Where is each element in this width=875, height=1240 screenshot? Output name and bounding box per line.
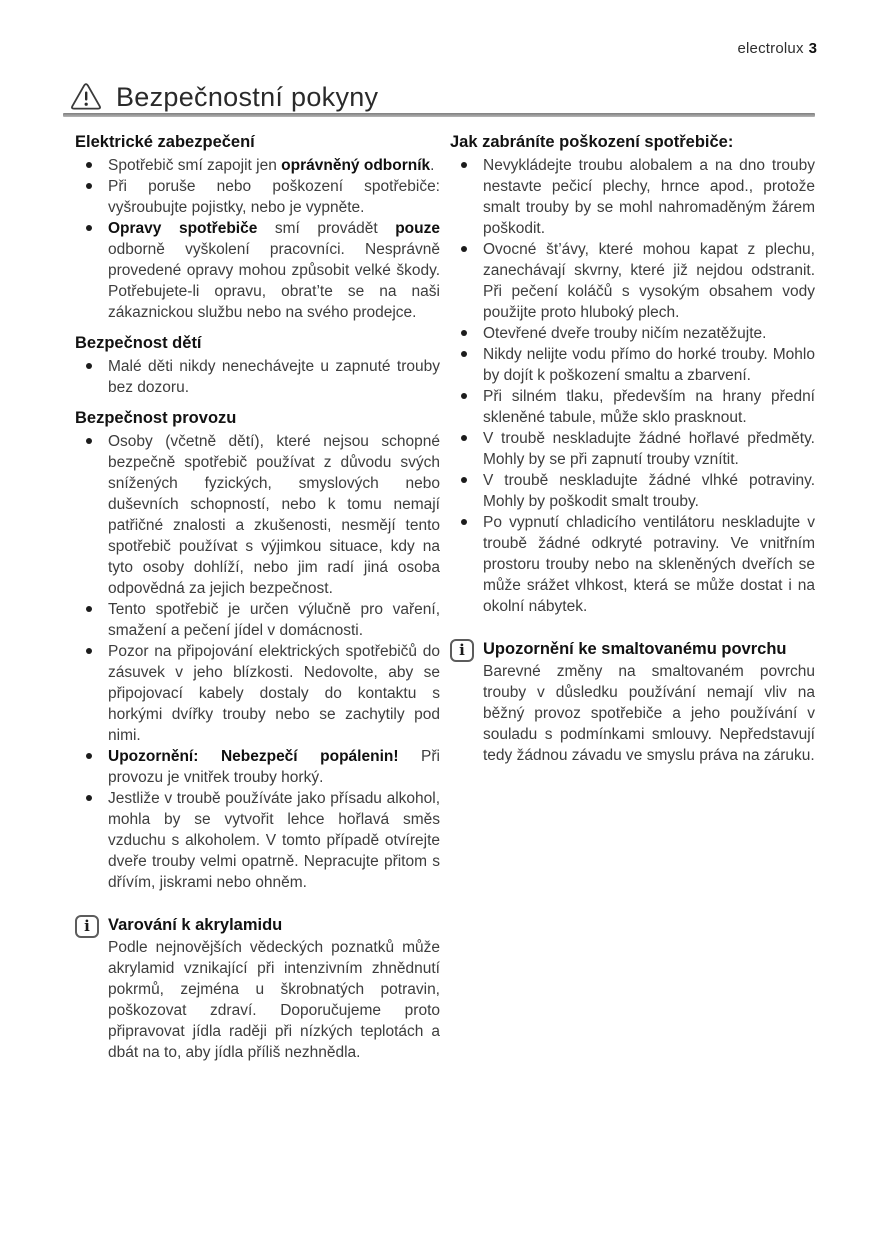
bullet-item xyxy=(75,431,440,599)
bullet-text xyxy=(483,155,815,239)
text-segment: Při provozu je vnitřek trouby horký. xyxy=(108,748,440,786)
bullet-dot xyxy=(461,477,467,483)
bullet-item xyxy=(450,470,815,512)
bullet-text xyxy=(108,356,440,398)
info-icon-gutter xyxy=(75,914,108,1063)
bullet-text xyxy=(483,239,815,323)
bullet-gutter xyxy=(75,599,108,641)
text-segment: V troubě neskladujte žádné vlhké potraviny. Mohly by poškodit smalt trouby. xyxy=(483,472,815,510)
info-content xyxy=(483,638,815,766)
bullet-item xyxy=(75,788,440,893)
bullet-item xyxy=(75,176,440,218)
section xyxy=(450,131,815,617)
bullet-dot xyxy=(86,438,92,444)
bullet-dot xyxy=(86,363,92,369)
text-segment: V troubě neskladujte žádné hořlavé předměty. Mohly by se při zapnutí trouby vznítit. xyxy=(483,430,815,468)
bullet-gutter xyxy=(75,641,108,746)
info-note xyxy=(450,638,815,766)
info-heading: Upozornění ke smaltovanému povrchu xyxy=(483,640,787,658)
bullet-dot xyxy=(86,225,92,231)
section-heading: Elektrické zabezpečení xyxy=(75,133,255,151)
bullet-text xyxy=(483,512,815,617)
bullet-text xyxy=(108,155,440,176)
bullet-text xyxy=(483,386,815,428)
bullet-gutter xyxy=(75,431,108,599)
bullet-text xyxy=(483,428,815,470)
bullet-dot xyxy=(86,162,92,168)
bullet-dot xyxy=(461,162,467,168)
bullet-gutter xyxy=(450,155,483,239)
bold-text-segment: oprávněný odborník xyxy=(281,157,431,174)
document-title-row xyxy=(70,82,815,113)
section-heading: Jak zabráníte poškození spotřebiče: xyxy=(450,133,734,151)
bold-text-segment: Upozornění: Nebezpečí popálenin! xyxy=(108,748,399,765)
text-segment: Pozor na připojování elektrických spotřebičů do zásuvek v jeho blízkosti. Nedovolte, aby se připojovací kabely dostaly do kontaktu s horkými dvířky trouby nebo se zachytily pod nimi. xyxy=(108,643,440,744)
bullet-text xyxy=(483,344,815,386)
content-columns xyxy=(75,131,815,1063)
text-segment: Spotřebič smí zapojit jen xyxy=(108,157,282,174)
bullet-text xyxy=(108,176,440,218)
text-segment: Otevřené dveře trouby ničím nezatěžujte. xyxy=(483,325,767,342)
text-segment: Nikdy nelijte vodu přímo do horké trouby. Mohlo by dojít k poškození smaltu a zbarvení. xyxy=(483,346,815,384)
title-divider-rule xyxy=(63,113,815,117)
bullet-item xyxy=(75,218,440,323)
bullet-text xyxy=(108,788,440,893)
bullet-dot xyxy=(461,393,467,399)
page-header xyxy=(737,40,817,57)
bullet-text xyxy=(108,746,440,788)
left-column xyxy=(75,131,440,1063)
bullet-dot xyxy=(86,795,92,801)
bullet-dot xyxy=(461,351,467,357)
bullet-item xyxy=(450,239,815,323)
text-segment: Po vypnutí chladicího ventilátoru neskladujte v troubě žádné odkryté potraviny. Ve vnitřním prostoru trouby nebo na skleněných dveřích se může srážet vlhkost, která se může dostat i na okolní nábytek. xyxy=(483,514,815,615)
info-body-text: Barevné změny na smaltovaném povrchu trouby v důsledku používání nemají vliv na běžný provoz spotřebiče a jeho používání v souladu s podmínkami smlouvy. Nepředstavují tedy žádnou závadu ve smyslu práva na záruku. xyxy=(483,663,815,764)
bullet-gutter xyxy=(450,239,483,323)
section xyxy=(75,407,440,893)
bullet-gutter xyxy=(450,323,483,344)
bullet-text xyxy=(108,599,440,641)
bullet-gutter xyxy=(75,218,108,323)
bullet-item xyxy=(75,599,440,641)
bullet-text xyxy=(108,641,440,746)
bullet-gutter xyxy=(450,386,483,428)
bullet-item xyxy=(450,428,815,470)
section-heading: Bezpečnost dětí xyxy=(75,334,202,352)
bullet-dot xyxy=(461,330,467,336)
bullet-dot xyxy=(86,648,92,654)
bullet-item xyxy=(450,344,815,386)
bold-text-segment: Opravy spotřebiče xyxy=(108,220,258,237)
bullet-text xyxy=(108,218,440,323)
bullet-text xyxy=(483,470,815,512)
warning-triangle-icon xyxy=(70,83,102,112)
text-segment: Jestliže v troubě používáte jako přísadu alkohol, mohla by se vytvořit lehce hořlavá směs vzduchu s alkoholem. V tomto případě otvírejte dveře trouby velmi opatrně. Nepracujte přitom s dřívím, jiskrami nebo ohněm. xyxy=(108,790,440,891)
bullet-dot xyxy=(86,753,92,759)
bullet-gutter xyxy=(450,470,483,512)
text-segment: Ovocné št’ávy, které mohou kapat z plechu, zanechávají skvrny, které již nejdou odstranit. Při pečení koláčů s vysokým obsahem vody použijte proto hluboký plech. xyxy=(483,241,815,321)
bullet-item xyxy=(450,155,815,239)
text-segment: Tento spotřebič je určen výlučně pro vaření, smažení a pečení jídel v domácnosti. xyxy=(108,601,440,639)
bullet-gutter xyxy=(450,512,483,617)
bullet-item xyxy=(75,641,440,746)
page-number: 3 xyxy=(808,40,817,57)
text-segment: Malé děti nikdy nenechávejte u zapnuté trouby bez dozoru. xyxy=(108,358,440,396)
bullet-item xyxy=(75,356,440,398)
brand-logo-text: electrolux xyxy=(737,40,804,57)
text-segment: Při poruše nebo poškození spotřebiče: vyšroubujte pojistky, nebo je vypněte. xyxy=(108,178,440,216)
info-content xyxy=(108,914,440,1063)
bullet-text xyxy=(108,431,440,599)
bullet-dot xyxy=(86,606,92,612)
bullet-gutter xyxy=(450,344,483,386)
bullet-gutter xyxy=(450,428,483,470)
bullet-item xyxy=(75,155,440,176)
bullet-gutter xyxy=(75,155,108,176)
info-note xyxy=(75,914,440,1063)
text-segment: . xyxy=(430,157,435,174)
info-icon: i xyxy=(75,915,99,938)
bullet-gutter xyxy=(75,356,108,398)
bullet-gutter xyxy=(75,788,108,893)
bullet-gutter xyxy=(75,176,108,218)
section-heading: Bezpečnost provozu xyxy=(75,409,237,427)
info-icon-gutter xyxy=(450,638,483,766)
bullet-item xyxy=(450,512,815,617)
bold-text-segment: pouze xyxy=(395,220,440,237)
bullet-item xyxy=(450,386,815,428)
text-segment: Nevykládejte troubu alobalem a na dno trouby nestavte pečicí plechy, hrnce apod., protože smalt trouby by se mohl nahromaděným žárem poškodit. xyxy=(483,157,815,237)
info-body-text: Podle nejnovějších vědeckých poznatků může akrylamid vznikající při intenzivním zhnědnutí pokrmů, zejména u škrobnatých potravin, poškozovat zdraví. Doporučujeme proto připravovat jídla raději při nízkých teplotách a dbát na to, aby jídla příliš nezhnědla. xyxy=(108,939,440,1061)
text-segment: Osoby (včetně dětí), které nejsou schopné bezpečně spotřebič používat z důvodu svých snížených fyzických, smyslových nebo duševních schopností, nebo k tomu nemají patřičné znalosti a zkušenosti, nesmějí tento spotřebič používat s výjimkou situace, kdy na tyto osoby dohlíží, nebo jim radí jiná osoba odpovědná za jejich bezpečnost. xyxy=(108,433,440,597)
text-segment: Při silném tlaku, především na hrany přední skleněné tabule, může sklo prasknout. xyxy=(483,388,815,426)
info-icon: i xyxy=(450,639,474,662)
bullet-dot xyxy=(461,435,467,441)
section xyxy=(75,332,440,398)
bullet-item xyxy=(75,746,440,788)
bullet-dot xyxy=(86,183,92,189)
bullet-text xyxy=(483,323,815,344)
right-column xyxy=(450,131,815,1063)
bullet-gutter xyxy=(75,746,108,788)
section xyxy=(75,131,440,323)
bullet-dot xyxy=(461,519,467,525)
page-title: Bezpečnostní pokyny xyxy=(116,82,379,112)
bullet-item xyxy=(450,323,815,344)
bullet-dot xyxy=(461,246,467,252)
text-segment: smí provádět xyxy=(257,220,396,237)
info-heading: Varování k akrylamidu xyxy=(108,916,283,934)
text-segment: odborně vyškolení pracovníci. Nesprávně provedené opravy mohou způsobit velké škody. Potřebujete-li opravu, obrat’te se na naši zákaznickou službu nebo na svého prodejce. xyxy=(108,241,440,321)
